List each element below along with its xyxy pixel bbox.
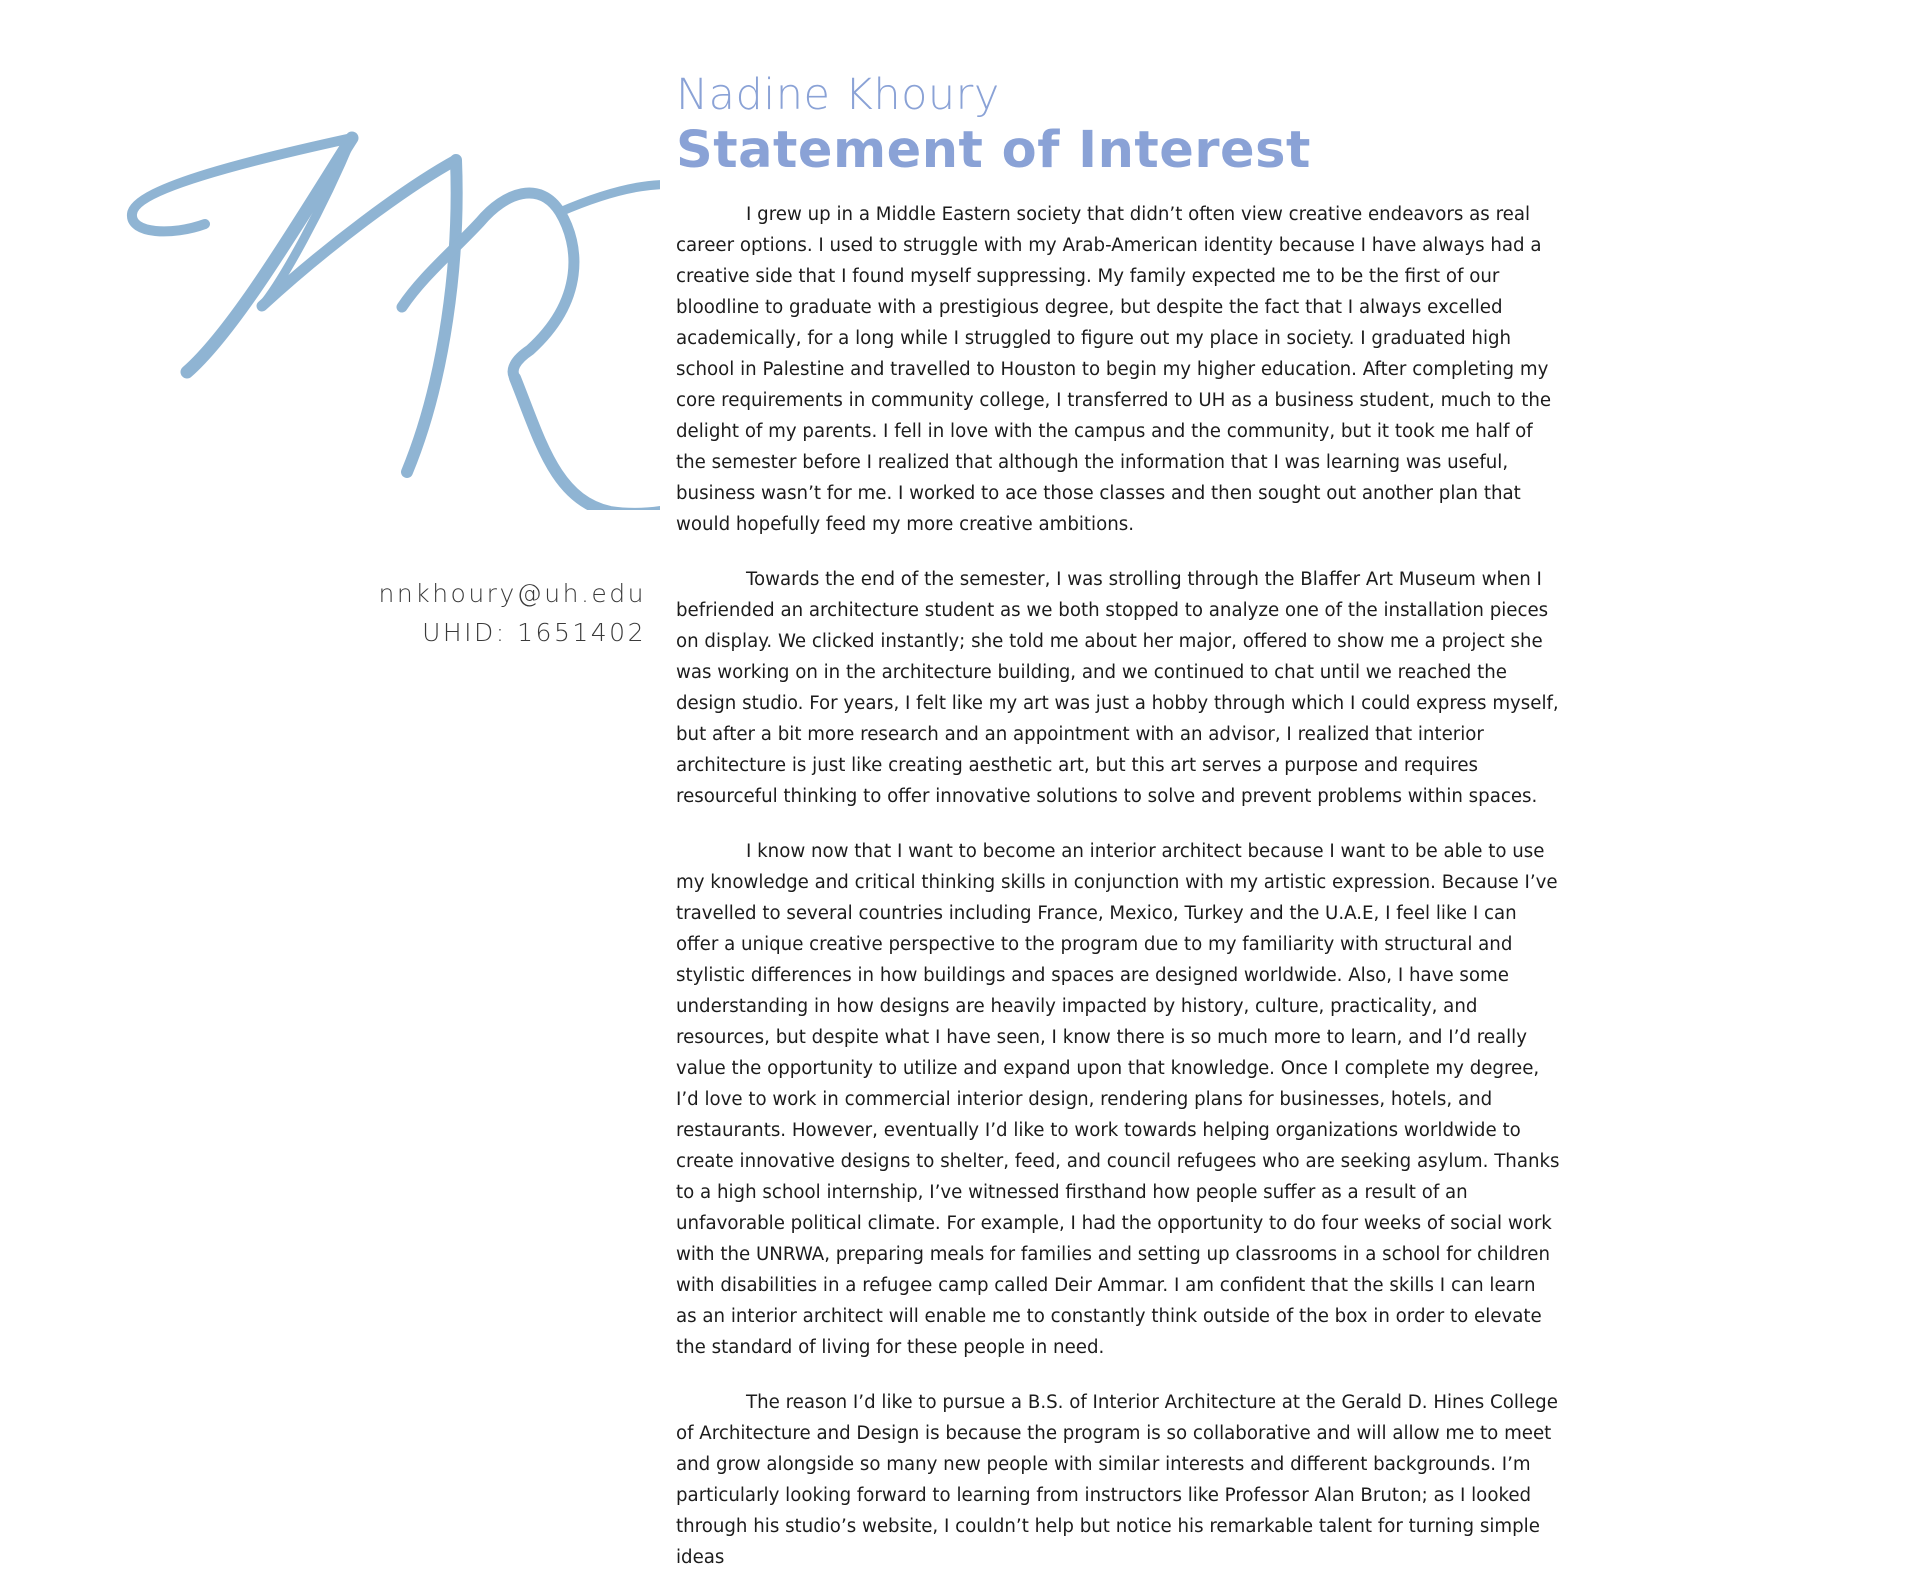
- monogram-k-leg: [515, 378, 660, 510]
- document-title: Statement of Interest: [676, 121, 1311, 180]
- author-name: Nadine Khoury: [676, 70, 1000, 120]
- monogram-k-upper-arm: [402, 193, 574, 378]
- paragraph: The reason I’d like to pursue a B.S. of Interior Architecture at the Gerald D. Hines College of Architecture and Design is because the program is so collaborative and will allow me to meet and grow alongside so many new people with similar interests and different backgrounds. I’m particularly looking forward to learning from instructors like Professor Alan Bruton; as I looked through his studio’s website, I couldn’t help but notice his remarkable talent for turning simple ideas: [676, 1392, 1558, 1568]
- sidebar: [0, 0, 660, 1501]
- paragraph: I grew up in a Middle Eastern society that didn’t often view creative endeavors as real career options. I used to struggle with my Arab-American identity because I have always had a creative side that I found myself suppressing. My family expected me to be the first of our bloodline to graduate with a prestigious degree, but despite the fact that I always excelled academically, for a long while I struggled to figure out my place in society. I graduated high school in Palestine and travelled to Houston to begin my higher education. After completing my core requirements in community college, I transferred to UH as a business student, much to the delight of my parents. I fell in love with the campus and the community, but it took me half of the semester before I realized that although the information that I was learning was useful, business wasn’t for me. I worked to ace those classes and then sought out another plan that would hopefully feed my more creative ambitions.: [676, 204, 1552, 535]
- email-text[interactable]: nnkhoury@uh.edu: [378, 579, 646, 608]
- nk-monogram-logo: [60, 60, 660, 510]
- paragraph: Towards the end of the semester, I was strolling through the Blaffer Art Museum when I befriended an architecture student as we both stopped to analyze one of the installation pieces on display. We clicked instantly; she told me about her major, offered to show me a project she was working on in the architecture building, and we continued to chat until we reached the design studio. For years, I felt like my art was just a hobby through which I could express myself, but after a bit more research and an appointment with an advisor, I realized that interior architecture is just like creating aesthetic art, but this art serves a purpose and requires resourceful thinking to offer innovative solutions to solve and prevent problems within spaces.: [676, 569, 1559, 807]
- main-content: [676, 68, 1560, 1573]
- monogram-k-stem: [407, 160, 457, 472]
- monogram-k-top-tail: [560, 185, 660, 212]
- paragraph: I know now that I want to become an interior architect because I want to be able to use my knowledge and critical thinking skills in conjunction with my artistic expression. Because I’ve travelled to several countries including France, Mexico, Turkey and the U.A.E, I feel like I can offer a unique creative perspective to the program due to my familiarity with structural and stylistic differences in how buildings and spaces are designed worldwide. Also, I have some understanding in how designs are heavily impacted by history, culture, practicality, and resources, but despite what I have seen, I know there is so much more to learn, and I’d really value the opportunity to utilize and expand upon that knowledge. Once I complete my degree, I’d love to work in commercial interior design, rendering plans for businesses, hotels, and restaurants. However, eventually I’d like to work towards helping organizations worldwide to create innovative designs to shelter, feed, and council refugees who are seeking asylum. Thanks to a high school internship, I’ve witnessed firsthand how people suffer as a result of an unfavorable political climate. For example, I had the opportunity to do four weeks of social work with the UNRWA, preparing meals for families and setting up classrooms in a school for children with disabilities in a refugee camp called Deir Ammar. I am confident that the skills I can learn as an interior architect will enable me to constantly think outside of the box in order to elevate the standard of living for these people in need.: [676, 841, 1560, 1358]
- statement-body: [676, 199, 1560, 1573]
- uhid-text: UHID: 1651402: [422, 618, 646, 647]
- contact-info: [379, 574, 646, 652]
- monogram-n-diagonal: [262, 138, 352, 306]
